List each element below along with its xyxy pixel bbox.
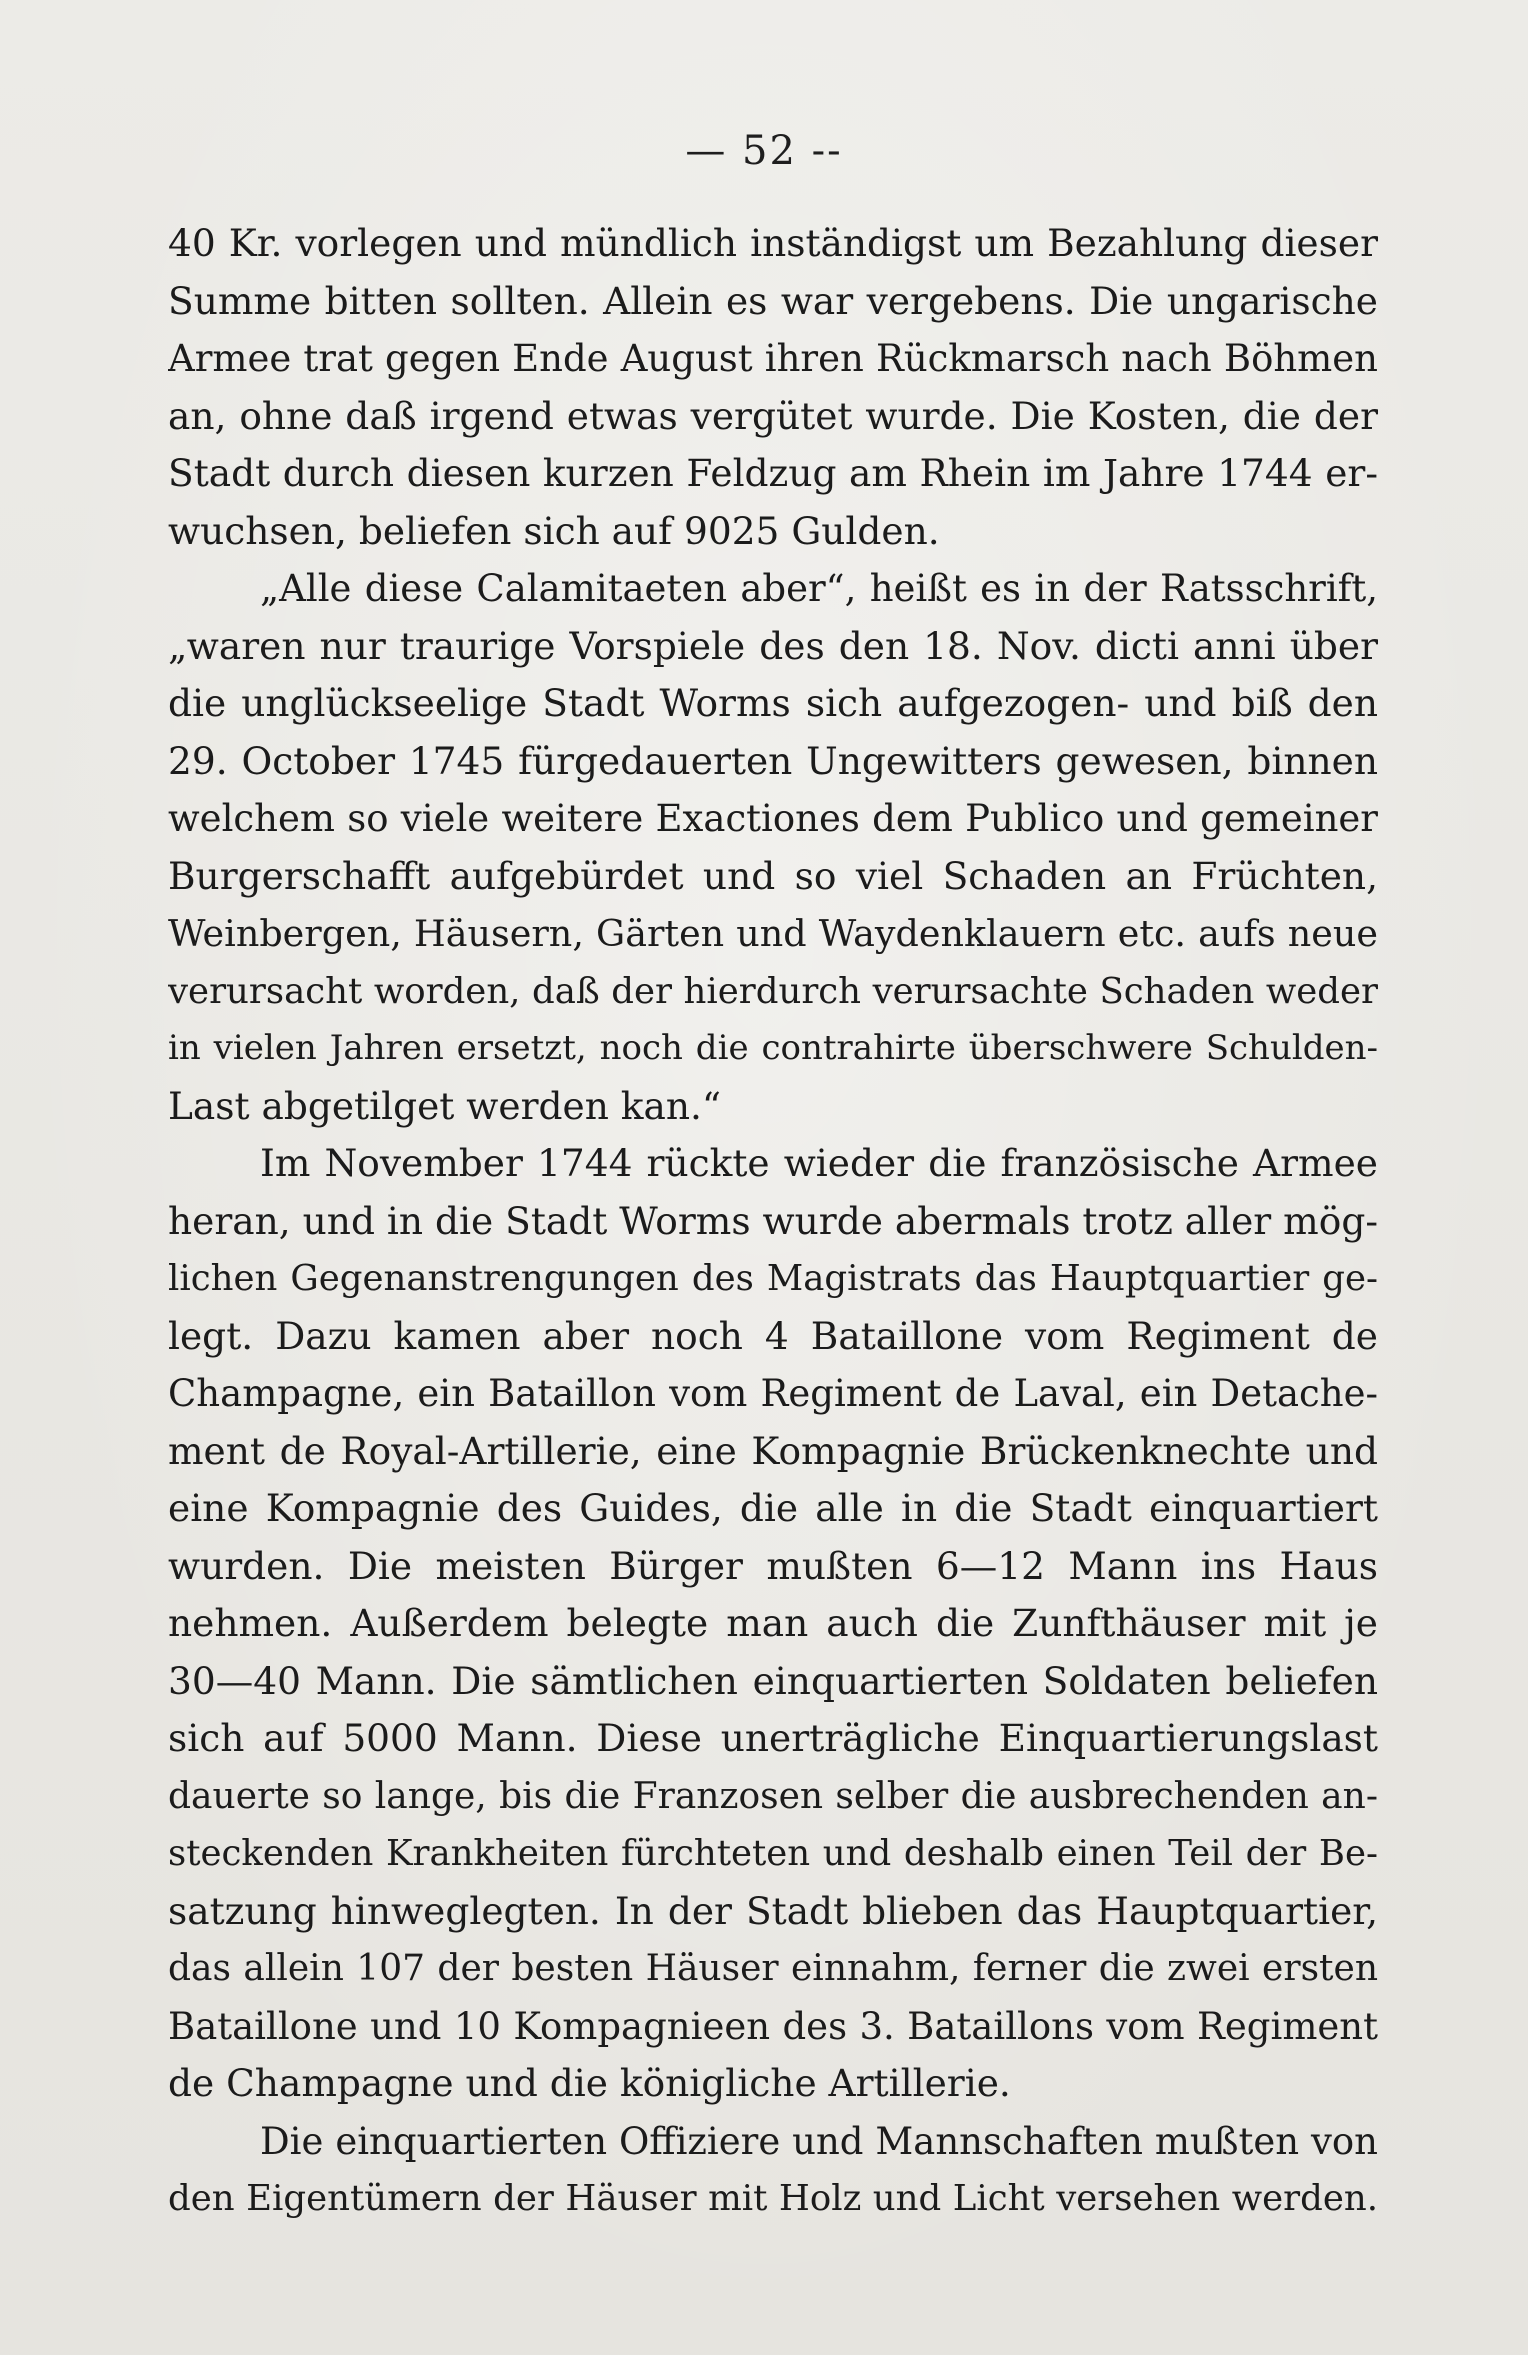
text-line: in vielen Jahren ersetzt, noch die contrahirte überschwere Schulden- [168,1028,1378,1068]
text-line: Burgerschafft aufgebürdet und so viel Schaden an Früchten, [168,853,1378,898]
text-line: legt. Dazu kamen aber noch 4 Bataillone vom Regiment de [168,1313,1378,1358]
text-line: welchem so viele weitere Exactiones dem Publico und gemeiner [168,797,1378,840]
text-line: Die einquartierten Offiziere und Mannschaften mußten von [260,2119,1378,2163]
text-line: Champagne, ein Bataillon vom Regiment de Laval, ein Detache- [168,1372,1378,1415]
text-line: Armee trat gegen Ende August ihren Rückmarsch nach Böhmen [168,337,1378,380]
text-line: an, ohne daß irgend etwas vergütet wurde. Die Kosten, die der [168,393,1378,438]
text-line: „waren nur traurige Vorspiele des den 18. Nov. dicti anni über [168,623,1378,668]
text-line: lichen Gegenanstrengungen des Magistrats das Hauptquartier ge- [168,1258,1378,1299]
text-line: das allein 107 der besten Häuser einnahm, ferner die zwei ersten [168,1948,1378,1989]
text-line: 40 Kr. vorlegen und mündlich inständigst um Bezahlung dieser [168,221,1378,265]
text-line: 29. October 1745 fürgedauerten Ungewitters gewesen, binnen [168,738,1378,783]
text-line: sich auf 5000 Mann. Diese unerträgliche Einquartierungslast [168,1716,1378,1760]
text-line: Summe bitten sollten. Allein es war vergebens. Die ungarische [168,278,1378,323]
text-line: wuchsen, beliefen sich auf 9025 Gulden. [168,508,940,553]
text-line: heran, und in die Stadt Worms wurde abermals trotz aller mög- [168,1198,1378,1243]
text-line: Stadt durch diesen kurzen Feldzug am Rhein im Jahre 1744 er- [168,451,1378,495]
body-text [168,215,1378,2228]
text-line: wurden. Die meisten Bürger mußten 6—12 Mann ins Haus [168,1543,1378,1588]
text-line: eine Kompagnie des Guides, die alle in die Stadt einquartiert [168,1486,1378,1530]
text-line: 30—40 Mann. Die sämtlichen einquartierten Soldaten beliefen [168,1658,1378,1703]
text-line: die unglückseelige Stadt Worms sich aufgezogen- und biß den [168,681,1378,725]
text-line: nehmen. Außerdem belegte man auch die Zunfthäuser mit je [168,1601,1378,1645]
text-line: Im November 1744 rückte wieder die französische Armee [260,1141,1378,1185]
page-number: — 52 -- [685,128,843,174]
text-line: dauerte so lange, bis die Franzosen selber die ausbrechenden an- [168,1775,1378,1817]
text-line: verursacht worden, daß der hierdurch verursachte Schaden weder [168,970,1378,1012]
text-line: Weinbergen, Häusern, Gärten und Waydenklauern etc. aufs neue [168,912,1378,955]
text-line: satzung hinweglegten. In der Stadt blieben das Hauptquartier, [168,1888,1378,1933]
text-line: steckenden Krankheiten fürchteten und deshalb einen Teil der Be- [168,1833,1378,1874]
text-line: Last abgetilget werden kan.“ [168,1083,722,1128]
text-line: „Alle diese Calamitaeten aber“, heißt es in der Ratsschrift, [260,567,1378,610]
text-line: den Eigentümern der Häuser mit Holz und Licht versehen werden. [168,2178,1378,2219]
text-line: Bataillone und 10 Kompagnieen des 3. Bataillons vom Regiment [168,2004,1378,2048]
text-line: de Champagne und die königliche Artillerie. [168,2061,1011,2105]
text-line: ment de Royal-Artillerie, eine Kompagnie Brückenknechte und [168,1428,1378,1473]
